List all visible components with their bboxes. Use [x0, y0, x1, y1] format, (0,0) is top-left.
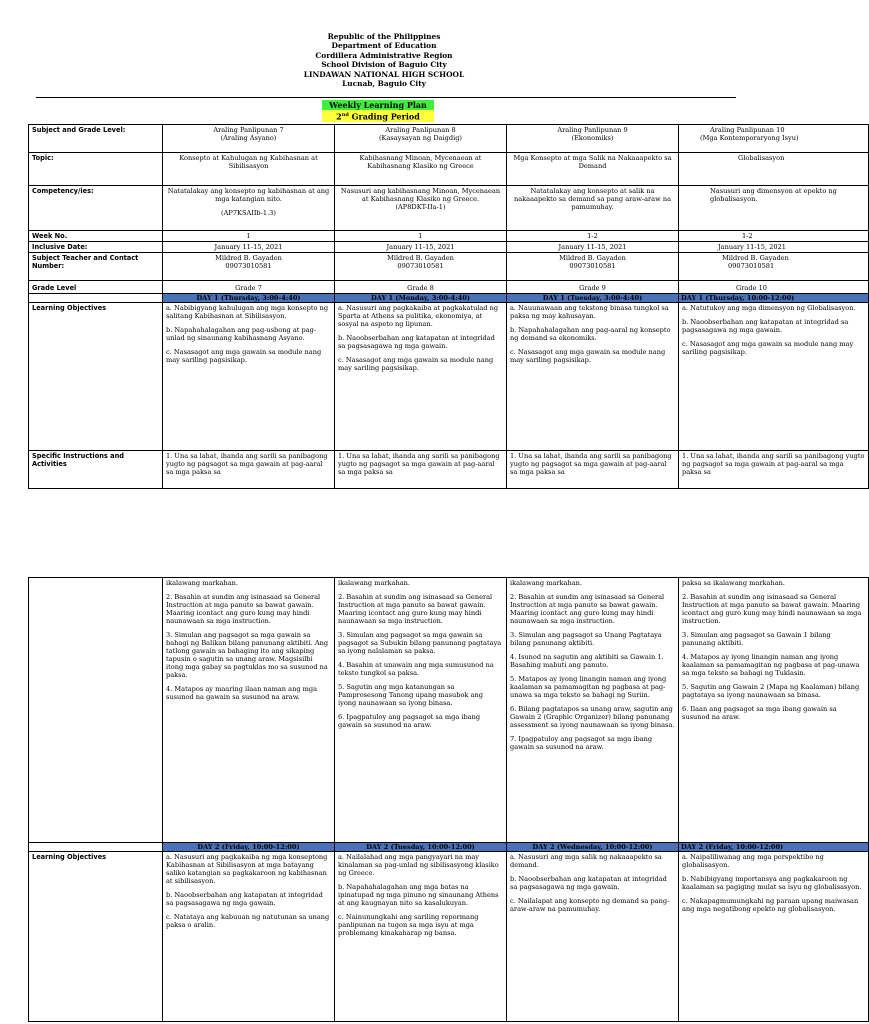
teacher-cell: Mildred B. Gayaden 09073010581 [163, 253, 335, 281]
week-cell: 1 [163, 231, 335, 242]
objectives-cell: a. Nabibigyang kahulugan ang mga konsepto ng salitang Kabihasnan at Sibilisasyon. b. Napahahalagahan ang pag-usbong at pag-unlad ng sinaunang kabihasnang Asyano. c. Nasasagot ang mga gawain sa module nang may sariling pagsisikap. [163, 303, 335, 451]
row-competency [29, 186, 869, 231]
grading-period: 2nd Grading Period [322, 110, 434, 122]
label-grade: Grade Level [29, 281, 163, 294]
row-day1 [29, 294, 869, 303]
row-objectives-day2 [29, 852, 869, 1022]
topic-cell: Globalisasyon [679, 153, 869, 186]
day1-bar: DAY 1 (Thursday, 10:00-12:00) [679, 294, 869, 303]
day2-bar: DAY 2 (Tuesday, 10:00-12:00) [335, 843, 507, 852]
teacher-cell: Mildred B. Gayaden 09073010581 [507, 253, 679, 281]
date-cell: January 11-15, 2021 [679, 242, 869, 253]
grade-cell: Grade 10 [679, 281, 869, 294]
teacher-cell: Mildred B. Gayaden 09073010581 [335, 253, 507, 281]
day2-bar: DAY 2 (Friday, 10:00-12:00) [163, 843, 335, 852]
instructions-cell: 1. Una sa lahat, ihanda ang sarili sa panibagong yugto ng pagsagot sa mga gawain at pag-aaral sa mga paksa sa [163, 451, 335, 489]
header-line: Department of Education [331, 41, 437, 51]
instructions-cell: 1. Una sa lahat, ihanda ang sarili sa panibagong yugto ng pagsagot sa mga gawain at pag-aaral sa mga paksa sa [679, 451, 869, 489]
row-instructions-continued [29, 578, 869, 843]
row-day2 [29, 843, 869, 852]
header-line: Cordillera Administrative Region [315, 50, 453, 60]
school-header [0, 0, 768, 88]
date-cell: January 11-15, 2021 [163, 242, 335, 253]
objectives-cell: a. Nauunawaan ang tekstong binasa tungkol sa paksa ng may kahusayan. b. Napahahalagahan ang pag-aaral ng konsepto ng demand sa ekonomiks. c. Nasasagot ang mga gawain sa module nang may sariling pagsisikap. [507, 303, 679, 451]
objectives2-cell: a. Nasusuri ang pagkakaiba ng mga konseptong Kabihasnan at Sibilisasyon at mga batayang saliko katangian sa pagkakaroon ng kabihasnan at sibilisasyon. b. Naoobserbahan ang katapatan at integridad sa pagsasagawa ng mga gawain. c. Natataya ang kabuuan ng natutunan sa unang paksa o aralin. [163, 852, 335, 1022]
subject-cell: Araling Panlipunan 9 (Ekonomiks) [507, 125, 679, 153]
label-competency: Competency/ies: [29, 186, 163, 231]
competency-cell: Natatalakay ang konsepto at salik na nakaaapekto sa demand sa pang araw-araw na pamumuhay. [507, 186, 679, 231]
competency-cell: Natatalakay ang konsepto ng kabihasnan at ang mga katangian nito. (AP7KSAIIb-1.3) [163, 186, 335, 231]
label-week: Week No. [29, 231, 163, 242]
label-objectives: Learning Objectives [29, 303, 163, 451]
topic-cell: Mga Konsepto at mga Salik na Nakaaapekto sa Demand [507, 153, 679, 186]
row-grade [29, 281, 869, 294]
header-line: Republic of the Philippines [327, 32, 441, 41]
document-page-2 [0, 577, 862, 1024]
day2-bar: DAY 2 (Friday, 10:00-12:00) [679, 843, 869, 852]
objectives-cell: a. Nasusuri ang pagkakaiba at pagkakatulad ng Sparta at Athens sa pulitika, ekonomiya, at sosyal na aspeto ng lipunan. b. Naoobserbahan ang katapatan at integridad sa pagsasagawa ng mga gawain. c. Nasasagot ang mga gawain sa module nang may sariling pagsisikap. [335, 303, 507, 451]
day1-bar: DAY 1 (Monday, 3:00-4:40) [335, 294, 507, 303]
instructions-label-empty [29, 578, 163, 843]
objectives2-cell: a. Nailalahad ang mga pangyayari na may kinalaman sa pag-unlad ng sibilisasyong klasiko ng Greece. b. Napahahalagahan ang mga batas na ipinatupad ng mga pinuno ng sinaunang Athens at ang kaugnayan nito sa kasalukuyan. c. Nainunungkahi ang sariling repormang panlipunan na tugon sa mga isyu at mga problemang kinakaharap ng bansa. [335, 852, 507, 1022]
row-objectives [29, 303, 869, 451]
instructions-cont-cell: ikalawang markahan. 2. Basahin at sundin ang isinasaad sa General Instruction at mga panuto sa bawat gawain. Maaring icontact ang guro kung may hindi naunawaan sa mga instruction. 3. Simulan ang pagsagot sa mga gawain sa bahagi ng Balikan bilang panunang aktibiti. Ang tatlong gawain sa bahaging ito ang sikaping tapusin o sagutin sa unang araw. Magsisilbi itong mga gabay sa pagtuklas mo sa susunod na paksa. 4. Matapos ay maaring ilaan naman ang mga susunod na gawain sa susunod na araw. [163, 578, 335, 843]
header-line: Lucnab, Baguio City [342, 79, 426, 89]
row-teacher [29, 253, 869, 281]
plan-title: Weekly Learning Plan [322, 100, 434, 110]
day1-spacer [29, 294, 163, 303]
objectives2-cell: a. Nasusuri ang mga salik ng nakaaapekto sa demand. b. Naoobserbahan ang katapatan at integridad sa pagsasagawa ng mga gawain. c. Nailalapat ang konsepto ng demand sa pang-araw-araw na pamumuhay. [507, 852, 679, 1022]
subject-cell: Araling Panlipunan 8 (Kasaysayan ng Daigdig) [335, 125, 507, 153]
row-instructions [29, 451, 869, 489]
instructions-cell: 1. Una sa lahat, ihanda ang sarili sa panibagong yugto ng pagsagot sa mga gawain at pag-aaral sa mga paksa sa [335, 451, 507, 489]
week-cell: 1 [335, 231, 507, 242]
label-instructions: Specific Instructions and Activities [29, 451, 163, 489]
row-subject [29, 125, 869, 153]
instructions-cont-cell: paksa sa ikalawang markahan. 2. Basahin at sundin ang isinasaad sa General Instruction at mga panuto sa bawat gawain. Maaring icontact ang guro kung may hindi naunawaan sa mga instruction. 3. Simulan ang pagsagot sa Gawain 1 bilang panunang aktibiti. 4. Matapos ay iyong linangin naman ang iyong kaalaman sa pamamagitan ng pagbasa at pag-unawa sa mga teksto sa bahagi ng Tuklasin. 5. Sagutin ang Gawain 2 (Mapa ng Kaalaman) bilang pagtataya sa iyong naunawaan sa binasa. 6. Ilaan ang pagsagot sa mga ibang gawain sa susunod na araw. [679, 578, 869, 843]
row-topic [29, 153, 869, 186]
label-date: Inclusive Date: [29, 242, 163, 253]
row-date [29, 242, 869, 253]
label-topic: Topic: [29, 153, 163, 186]
subject-cell: Araling Panlipunan 10 (Mga Kontemporaryong Isyu) [679, 125, 869, 153]
objectives2-cell: a. Naipaliliwanag ang mga perspektibo ng globalisasyon. b. Nabibigyang importansya ang pagkakaroon ng kaalaman sa pagiging mulat sa isyu ng globalisasyon. c. Nakapagmumungkahi ng paraan upang maiwasan ang mga negatibong epekto ng globalisasyon. [679, 852, 869, 1022]
label-objectives-day2: Learning Objectives [29, 852, 163, 1022]
date-cell: January 11-15, 2021 [507, 242, 679, 253]
competency-cell: Nasusuri ang kabihasnang Minoan, Mycenaean at Kabihasnang Klasiko ng Greece. (AP8DKT-IIa-1) [335, 186, 507, 231]
objectives-cell: a. Natutukoy ang mga dimensyon ng Globalisasyon. b. Naoobserbahan ang katapatan at integridad sa pagsasagawa ng mga gawain. c. Nasasagot ang mga gawain sa module nang may sariling pagsisikap. [679, 303, 869, 451]
week-cell: 1-2 [507, 231, 679, 242]
weekly-plan-table [28, 124, 869, 489]
grade-cell: Grade 8 [335, 281, 507, 294]
teacher-cell: Mildred B. Gayaden 09073010581 [679, 253, 869, 281]
row-week [29, 231, 869, 242]
week-cell: 1-2 [679, 231, 869, 242]
day2-bar: DAY 2 (Wednesday, 10:00-12:00) [507, 843, 679, 852]
label-teacher: Subject Teacher and Contact Number: [29, 253, 163, 281]
grade-cell: Grade 7 [163, 281, 335, 294]
label-subject: Subject and Grade Level: [29, 125, 163, 153]
instructions-cont-cell: ikalawang markahan. 2. Basahin at sundin ang isinasaad sa General Instruction at mga panuto sa bawat gawain. Maaring icontact ang guro kung may hindi naunawaan sa mga instruction. 3. Simulan ang pagsagot sa Unang Pagtataya bilang panunang aktibiti. 4. Isunod na sagutin ang aktibiti sa Gawain 1. Basahing mabuti ang panuto. 5. Matapos ay iyong linangin naman ang iyong kaalaman sa pamamagitan ng pagbasa at pag-unawa sa mga teksto sa bahagi ng Suriin. 6. Bilang pagtatapos sa unang araw, sagutin ang Gawain 2 (Graphic Organizer) bilang panunang assessment sa iyong naunawaan sa iyong binasa. 7. Ipagpatuloy ang pagsagot sa mga ibang gawain sa susunod na araw. [507, 578, 679, 843]
topic-cell: Kabihasnang Minoan, Mycenaean at Kabihasnang Klasiko ng Greece [335, 153, 507, 186]
header-line: LINDAWAN NATIONAL HIGH SCHOOL [303, 69, 465, 79]
competency-cell: Nasusuri ang dimensyon at epekto ng globalisasyon. [679, 186, 869, 231]
day1-bar: DAY 1 (Thursday, 3:00-4:40) [163, 294, 335, 303]
header-divider [36, 97, 736, 98]
day1-bar: DAY 1 (Tuesday, 3:00-4:40) [507, 294, 679, 303]
instructions-cont-cell: ikalawang markahan. 2. Basahin at sundin ang isinasaad sa General Instruction at mga panuto sa bawat gawain. Maaring icontact ang guro kung may hindi naunawaan sa mga instruction. 3. Simulan ang pagsagot sa mga gawain sa pagsagot sa Subukin bilang panunang pagtataya sa iyong nalalaman sa paksa. 4. Basahin at unawain ang mga sumusunod na teksto tungkol sa paksa. 5. Sagutin ang mga katanungan sa Pamprosesong Tanong upang masubok ang iyong naunawaan sa iyong binasa. 6. Ipagpatuloy ang pagsagot sa mga ibang gawain sa susunod na araw. [335, 578, 507, 843]
topic-cell: Konsepto at Kahulugan ng Kabihasnan at Sibilisasyon [163, 153, 335, 186]
weekly-plan-table-continued [28, 577, 869, 1022]
day2-spacer [29, 843, 163, 852]
grade-cell: Grade 9 [507, 281, 679, 294]
instructions-cell: 1. Una sa lahat, ihanda ang sarili sa panibagong yugto ng pagsagot sa mga gawain at pag-aaral sa mga paksa sa [507, 451, 679, 489]
date-cell: January 11-15, 2021 [335, 242, 507, 253]
header-line: School Division of Baguio City [321, 60, 447, 70]
subject-cell: Araling Panlipunan 7 (Araling Asyano) [163, 125, 335, 153]
